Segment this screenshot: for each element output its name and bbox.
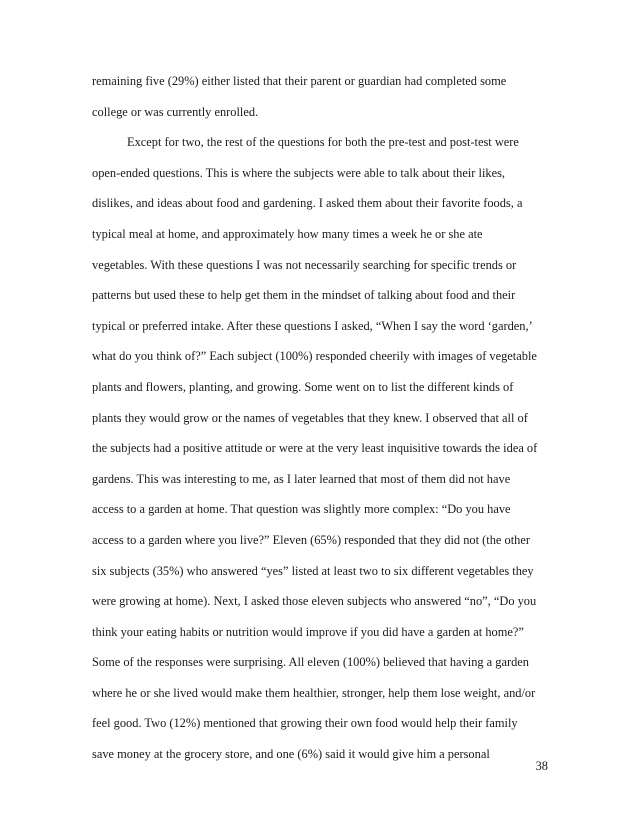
- text-line: patterns but used these to help get them in the mindset of talking about food and their: [92, 288, 516, 303]
- text-line: dislikes, and ideas about food and gardening. I asked them about their favorite foods, a: [92, 196, 523, 211]
- text-line: access to a garden at home. That question was slightly more complex: “Do you have: [92, 502, 511, 517]
- text-line: were growing at home). Next, I asked those eleven subjects who answered “no”, “Do you: [92, 594, 537, 609]
- text-line: what do you think of?” Each subject (100%) responded cheerily with images of vegetable: [92, 349, 537, 364]
- text-line: remaining five (29%) either listed that their parent or guardian had completed some: [92, 74, 507, 88]
- text-line: Some of the responses were surprising. All eleven (100%) believed that having a garden: [92, 655, 529, 670]
- text-line: feel good. Two (12%) mentioned that growing their own food would help their family: [92, 716, 518, 731]
- text-line: six subjects (35%) who answered “yes” listed at least two to six different vegetables they: [92, 563, 534, 578]
- page-number: 38: [535, 759, 548, 773]
- text-line: the subjects had a positive attitude or were at the very least inquisitive towards the idea of: [92, 441, 538, 456]
- body-text: [92, 66, 550, 770]
- text-line: vegetables. With these questions I was not necessarily searching for specific trends or: [92, 257, 517, 272]
- text-line: typical or preferred intake. After these questions I asked, “When I say the word ‘garden,’: [92, 318, 533, 333]
- text-line: gardens. This was interesting to me, as I later learned that most of them did not have: [92, 471, 511, 486]
- text-line: save money at the grocery store, and one (6%) said it would give him a personal: [92, 747, 490, 762]
- text-line: typical meal at home, and approximately how many times a week he or she ate: [92, 226, 483, 241]
- text-line: think your eating habits or nutrition would improve if you did have a garden at home?”: [92, 624, 524, 639]
- text-line: access to a garden where you live?” Eleven (65%) responded that they did not (the other: [92, 532, 530, 547]
- text-line: plants and flowers, planting, and growing. Some went on to list the different kinds of: [92, 379, 514, 394]
- text-line: open-ended questions. This is where the subjects were able to talk about their likes,: [92, 165, 506, 180]
- paragraph-first-line: Except for two, the rest of the questions for both the pre-test and post-test were: [127, 135, 519, 150]
- text-line: where he or she lived would make them healthier, stronger, help them lose weight, and/or: [92, 685, 536, 700]
- text-line: plants they would grow or the names of vegetables that they knew. I observed that all of: [92, 410, 528, 425]
- text-line: college or was currently enrolled.: [92, 104, 259, 119]
